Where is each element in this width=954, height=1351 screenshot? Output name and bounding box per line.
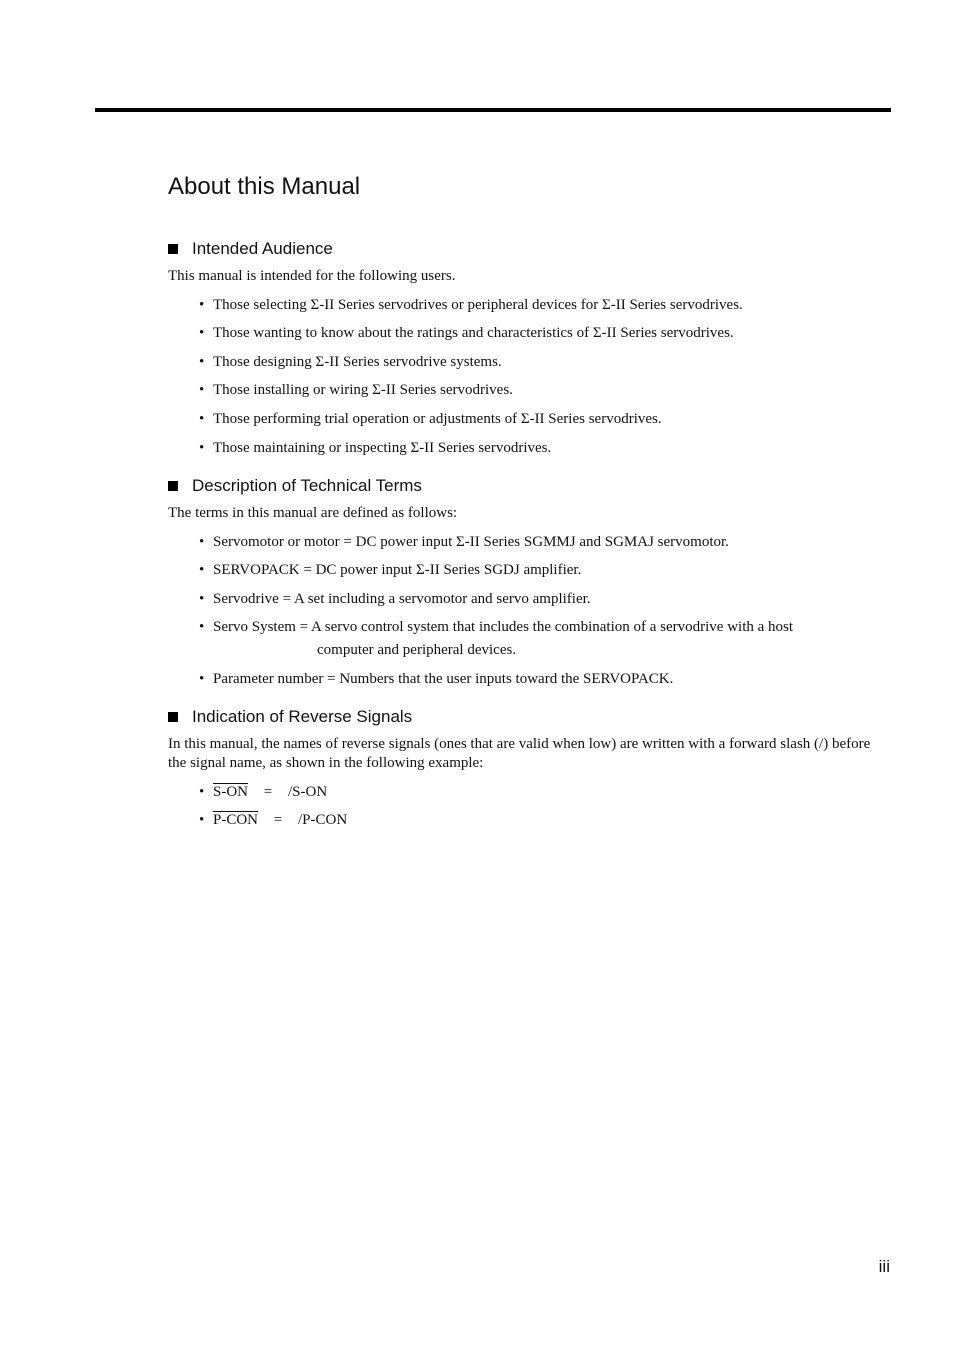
- list-item: [168, 439, 888, 458]
- list-item: [168, 670, 888, 689]
- section-heading: [168, 706, 888, 728]
- bullet-list: [168, 296, 888, 458]
- list-item-continuation: computer and peripheral devices.: [317, 642, 517, 659]
- list-item: [168, 296, 888, 315]
- bullet-icon: •: [199, 783, 205, 800]
- bullet-icon: •: [199, 590, 205, 607]
- slashed-signal-name: /P-CON: [298, 812, 348, 829]
- list-item: [168, 410, 888, 429]
- list-item-text: Those performing trial operation or adjustments of Σ-II Series servodrives.: [213, 410, 662, 427]
- square-bullet-icon: [168, 712, 178, 722]
- section-title: Description of Technical Terms: [192, 476, 422, 495]
- bullet-icon: •: [199, 410, 205, 427]
- section-intended-audience: [168, 238, 888, 458]
- list-item: [168, 381, 888, 400]
- page-title: About this Manual: [168, 173, 361, 200]
- bullet-icon: •: [199, 439, 205, 456]
- page-number: iii: [878, 1257, 890, 1276]
- bullet-icon: •: [199, 353, 205, 370]
- section-intro: This manual is intended for the following users.: [168, 268, 456, 284]
- list-item: [168, 353, 888, 372]
- section-reverse-signals: [168, 706, 888, 830]
- list-item-text: SERVOPACK = DC power input Σ-II Series SGDJ amplifier.: [213, 562, 582, 579]
- square-bullet-icon: [168, 244, 178, 254]
- bullet-icon: •: [199, 382, 205, 399]
- list-item-text: Those maintaining or inspecting Σ-II Series servodrives.: [213, 439, 552, 456]
- overlined-signal-name: P-CON: [213, 812, 259, 829]
- bullet-list: [168, 533, 888, 689]
- signal-example: [168, 811, 888, 830]
- list-item-text: Those designing Σ-II Series servodrive systems.: [213, 353, 502, 370]
- section-title: Indication of Reverse Signals: [192, 707, 413, 726]
- bullet-icon: •: [199, 812, 205, 829]
- list-item: [168, 324, 888, 343]
- square-bullet-icon: [168, 481, 178, 491]
- overlined-signal-name: S-ON: [213, 783, 249, 800]
- list-item: [168, 618, 888, 660]
- section-title: Intended Audience: [192, 239, 333, 258]
- list-item-text: Servomotor or motor = DC power input Σ-II Series SGMMJ and SGMAJ servomotor.: [213, 533, 729, 550]
- section-heading: [168, 475, 888, 497]
- list-item-text: Those installing or wiring Σ-II Series servodrives.: [213, 382, 513, 399]
- top-rule: [95, 108, 891, 112]
- bullet-icon: •: [199, 670, 205, 687]
- equals-sign: =: [273, 812, 283, 829]
- list-item: [168, 561, 888, 580]
- equals-sign: =: [263, 783, 273, 800]
- bullet-icon: •: [199, 325, 205, 342]
- section-intro: The terms in this manual are defined as follows:: [168, 505, 458, 521]
- list-item-text: Parameter number = Numbers that the user inputs toward the SERVOPACK.: [213, 670, 674, 687]
- list-item-text: Servo System = A servo control system that includes the combination of a servodrive with a host: [213, 619, 794, 636]
- list-item: [168, 590, 888, 609]
- section-intro: In this manual, the names of reverse signals (ones that are valid when low) are written with a forward slash (/) before the signal name, as shown in the following example:: [168, 736, 871, 771]
- signal-example: [168, 783, 888, 802]
- bullet-icon: •: [199, 619, 205, 636]
- list-item-text: Servodrive = A set including a servomotor and servo amplifier.: [213, 590, 591, 607]
- bullet-icon: •: [199, 296, 205, 313]
- list-item-text: Those selecting Σ-II Series servodrives or peripheral devices for Σ-II Series servodrives.: [213, 296, 743, 313]
- section-heading: [168, 238, 888, 260]
- bullet-icon: •: [199, 533, 205, 550]
- section-technical-terms: [168, 475, 888, 689]
- bullet-icon: •: [199, 562, 205, 579]
- slashed-signal-name: /S-ON: [288, 783, 328, 800]
- list-item-text: Those wanting to know about the ratings and characteristics of Σ-II Series servodrives.: [213, 325, 734, 342]
- list-item: [168, 533, 888, 552]
- signal-example-list: [168, 783, 888, 831]
